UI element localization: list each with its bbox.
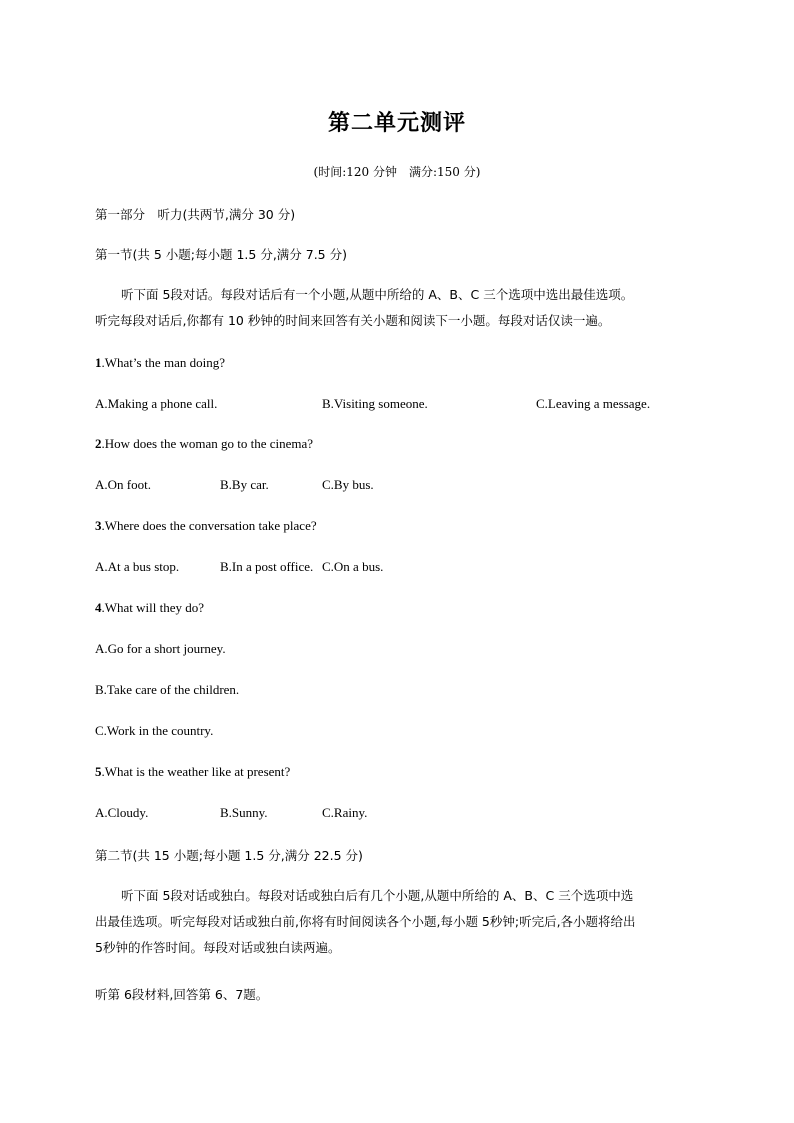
question-2-option-b: B.By car. xyxy=(220,477,269,492)
question-2-option-c: C.By bus. xyxy=(322,477,374,492)
question-3-option-c: C.On a bus. xyxy=(322,559,384,574)
question-text: .What’s the man doing? xyxy=(101,355,225,370)
question-4-option-b: B.Take care of the children. xyxy=(95,682,240,697)
section2-instructions-line2: 出最佳选项。听完每段对话或独白前,你将有时间阅读各个小题,每小题 5秒钟;听完后,各小题将给出 xyxy=(95,914,636,929)
question-text: .Where does the conversation take place? xyxy=(101,518,317,533)
question-number: 5 xyxy=(95,764,102,779)
section2-instructions xyxy=(95,883,700,961)
question-4-option-c: C.Work in the country. xyxy=(95,723,214,738)
section2-instructions-line1: 听下面 5段对话或独白。每段对话或独白后有几个小题,从题中所给的 A、B、C 三个选项中选 xyxy=(121,888,634,903)
part1-heading: 第一部分 听力(共两节,满分 30 分) xyxy=(95,207,296,222)
section1-heading: 第一节(共 5 小题;每小题 1.5 分,满分 7.5 分) xyxy=(95,247,347,262)
section1-instructions-line1: 听下面 5段对话。每段对话后有一个小题,从题中所给的 A、B、C 三个选项中选出最佳选项。 xyxy=(121,287,634,302)
question-1 xyxy=(95,355,225,371)
question-3-option-b: B.In a post office. xyxy=(220,559,314,574)
question-text: .What is the weather like at present? xyxy=(101,764,291,779)
question-3-option-a: A.At a bus stop. xyxy=(95,559,180,574)
question-number: 4 xyxy=(95,600,102,615)
document-title: 第二单元测评 xyxy=(327,111,466,136)
question-5 xyxy=(95,764,290,780)
question-5-option-b: B.Sunny. xyxy=(220,805,268,820)
question-number: 2 xyxy=(95,436,102,451)
question-text: .How does the woman go to the cinema? xyxy=(101,436,314,451)
section2-instructions-line3: 5秒钟的作答时间。每段对话或独白读两遍。 xyxy=(95,940,341,955)
question-5-option-c: C.Rainy. xyxy=(322,805,368,820)
question-4-option-a: A.Go for a short journey. xyxy=(95,641,226,656)
question-2-option-a: A.On foot. xyxy=(95,477,151,492)
question-number: 1 xyxy=(95,355,102,370)
question-number: 3 xyxy=(95,518,102,533)
section1-instructions xyxy=(95,282,700,334)
question-4 xyxy=(95,600,204,616)
question-3 xyxy=(95,518,317,534)
section2-heading: 第二节(共 15 小题;每小题 1.5 分,满分 22.5 分) xyxy=(95,848,363,863)
question-text: .What will they do? xyxy=(101,600,205,615)
question-1-option-b: B.Visiting someone. xyxy=(322,396,428,411)
question-1-option-c: C.Leaving a message. xyxy=(536,396,651,411)
question-1-option-a: A.Making a phone call. xyxy=(95,396,218,411)
question-2 xyxy=(95,436,313,452)
section1-instructions-line2: 听完每段对话后,你都有 10 秒钟的时间来回答有关小题和阅读下一小题。每段对话仅读一遍。 xyxy=(95,313,611,328)
document-subtitle: (时间:120 分钟 满分:150 分) xyxy=(313,165,481,179)
material-note: 听第 6段材料,回答第 6、7题。 xyxy=(95,987,269,1002)
question-5-option-a: A.Cloudy. xyxy=(95,805,149,820)
